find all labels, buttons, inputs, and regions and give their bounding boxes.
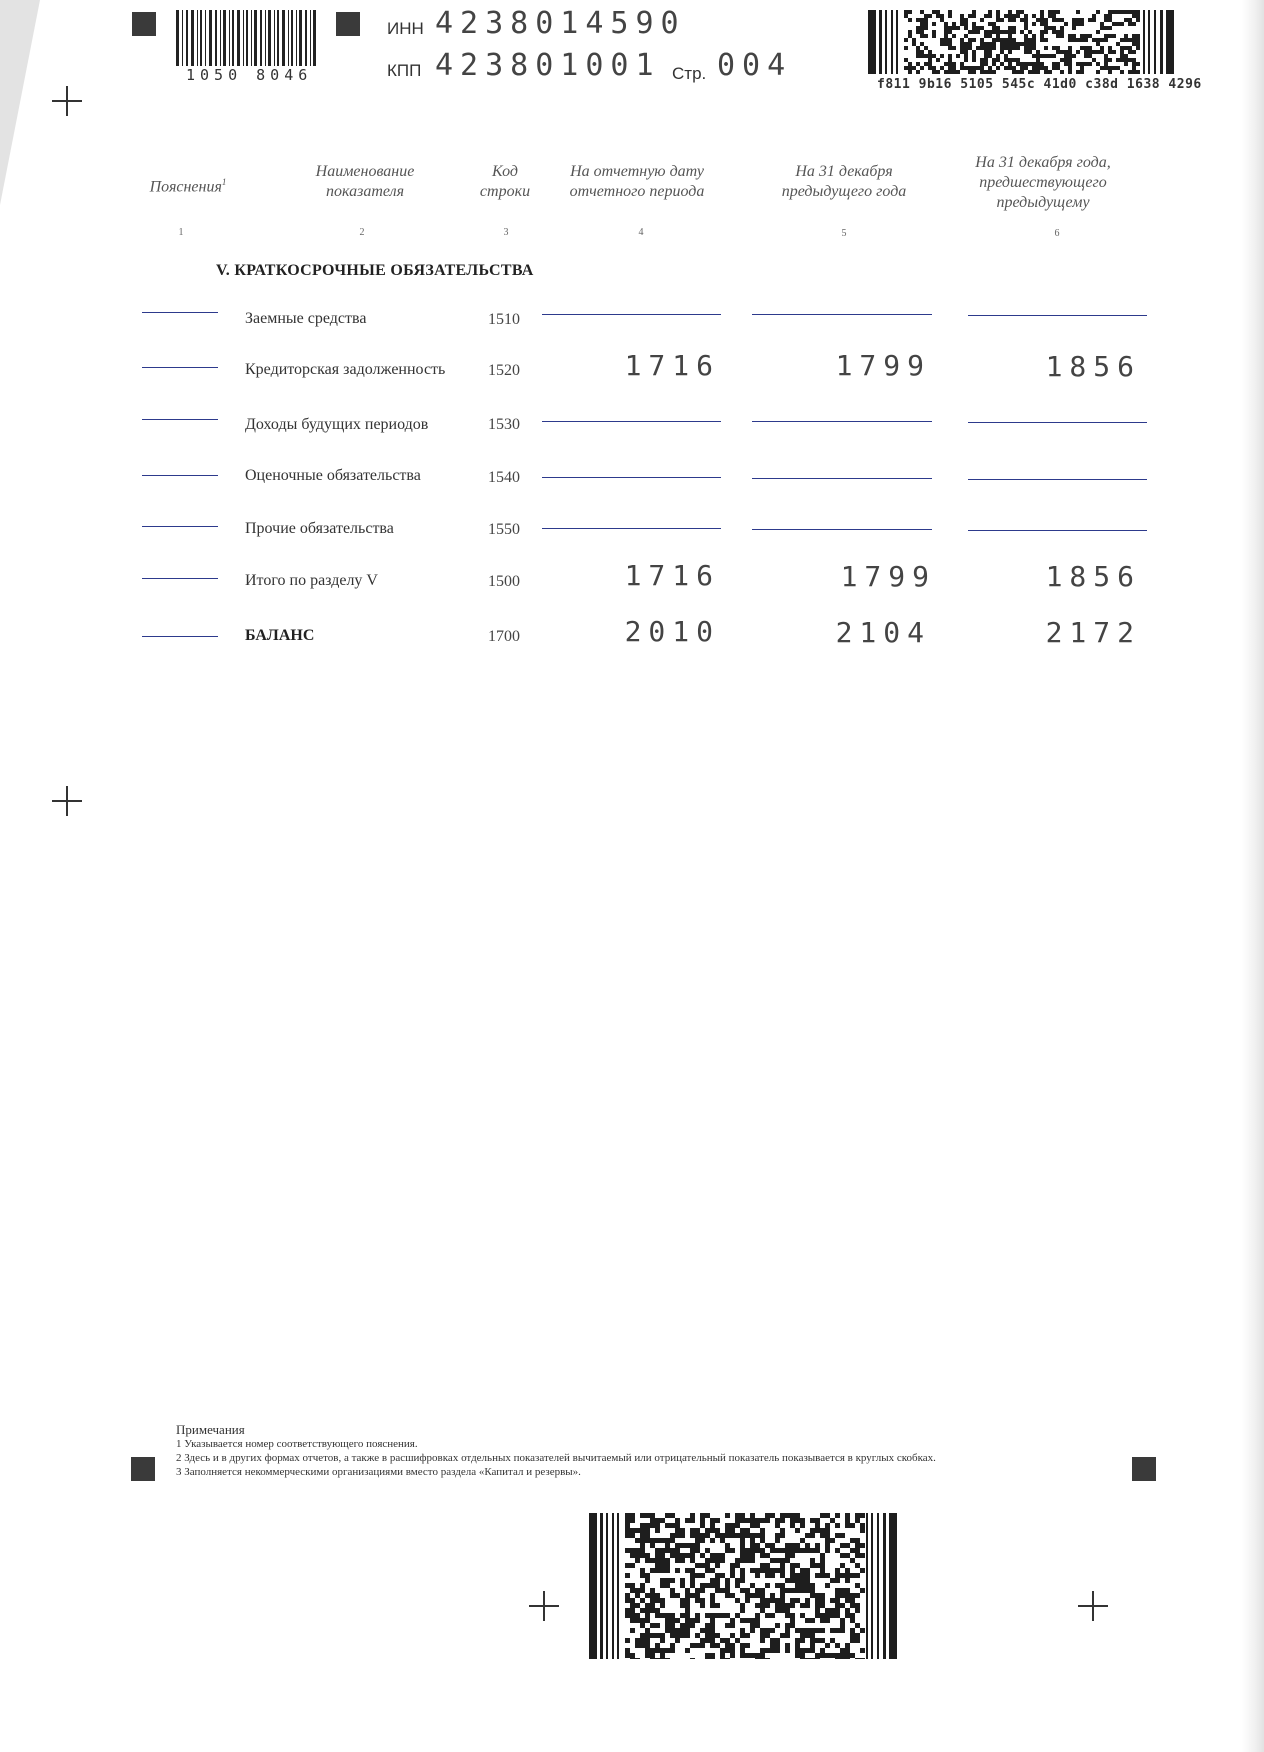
crosshair-bottom-middle <box>529 1591 559 1621</box>
row-notes-dash <box>142 526 218 527</box>
col-header-current-line1: На отчетную дату <box>570 163 704 180</box>
section-title: V. КРАТКОСРОЧНЫЕ ОБЯЗАТЕЛЬСТВА <box>216 262 534 279</box>
col-number-4: 4 <box>638 227 644 238</box>
barcode-caption: f811 9b16 5105 545c 41d0 c38d 1638 4296 <box>877 77 1202 92</box>
row-dash-prev <box>752 478 932 479</box>
row-dash-current <box>542 314 721 315</box>
page-value: 004 <box>717 48 793 83</box>
col-header-name-line1: Наименование <box>315 163 415 180</box>
row-value-current: 1716 <box>624 349 720 382</box>
col-header-name <box>290 162 440 202</box>
kpp-value: 423801001 <box>435 48 661 83</box>
col-number-5: 5 <box>841 228 847 239</box>
row-notes-dash <box>142 578 218 579</box>
row-dash-prevprev <box>968 479 1147 480</box>
col-header-current <box>548 162 726 202</box>
row-value-prevprev: 2172 <box>1045 616 1141 649</box>
row-dash-prevprev <box>968 315 1147 316</box>
row-dash-current <box>542 421 721 422</box>
col-header-notes-sup: 1 <box>221 177 227 187</box>
footnote-3: 3 Заполняется некоммерческими организациями вместо раздела «Капитал и резервы». <box>176 1466 581 1478</box>
crosshair-middle-left <box>52 786 82 816</box>
col-header-code <box>468 162 542 202</box>
crosshair-top-left <box>52 86 82 116</box>
col-number-2: 2 <box>359 227 365 238</box>
pdf417-barcode-bottom <box>589 1513 897 1659</box>
page-edge-shadow <box>1242 0 1264 1752</box>
inn-label: ИНН <box>387 19 424 38</box>
linear-barcode <box>176 10 318 66</box>
col-header-prev-prev-line3: предыдущему <box>996 194 1090 211</box>
col-header-prev-year-line1: На 31 декабря <box>795 163 893 180</box>
footnote-2: 2 Здесь и в других формах отчетов, а также в расшифровках отдельных показателей вычитаемый или отрицательный показатель показывается в круглых скобках. <box>176 1452 936 1464</box>
row-notes-dash <box>142 475 218 476</box>
row-dash-prevprev <box>968 422 1147 423</box>
row-code: 1500 <box>488 573 520 590</box>
kpp-label: КПП <box>387 61 422 80</box>
row-dash-prev <box>752 421 932 422</box>
row-notes-dash <box>142 367 218 368</box>
col-header-prev-prev-line2: предшествующего <box>979 174 1107 191</box>
barcode-number: 1050 8046 <box>186 66 313 84</box>
row-value-current: 1716 <box>624 559 720 592</box>
col-header-prev-year <box>754 162 934 202</box>
row-name: Итого по разделу V <box>245 572 378 589</box>
row-code: 1550 <box>488 521 520 538</box>
row-code: 1700 <box>488 628 520 645</box>
registration-mark-top-left <box>132 12 156 36</box>
row-value-prev: 1799 <box>835 349 931 382</box>
col-header-notes-text: Пояснения <box>149 178 222 196</box>
pdf417-barcode-top <box>868 10 1174 74</box>
col-header-prev-prev-year <box>945 153 1141 213</box>
row-name: Доходы будущих периодов <box>245 416 429 433</box>
row-code: 1510 <box>488 311 520 328</box>
row-value-prevprev: 1856 <box>1045 560 1141 593</box>
row-notes-dash <box>142 419 218 420</box>
registration-mark-bottom-left <box>131 1457 155 1481</box>
row-notes-dash <box>142 636 218 637</box>
col-header-prev-prev-line1: На 31 декабря года, <box>975 154 1111 171</box>
footnotes-title: Примечания <box>176 1422 245 1437</box>
registration-mark-bottom-right <box>1132 1457 1156 1481</box>
row-name: Оценочные обязательства <box>245 467 421 484</box>
page-label: Стр. <box>672 64 707 83</box>
folded-corner <box>0 0 40 205</box>
col-header-prev-year-line2: предыдущего года <box>781 183 907 200</box>
row-dash-prevprev <box>968 530 1147 531</box>
row-code: 1540 <box>488 469 520 486</box>
row-code: 1520 <box>488 362 520 379</box>
col-header-notes <box>128 172 248 197</box>
row-value-current: 2010 <box>624 615 720 648</box>
row-dash-prev <box>752 314 932 315</box>
crosshair-bottom-right <box>1078 1591 1108 1621</box>
footnote-1: 1 Указывается номер соответствующего пояснения. <box>176 1438 418 1450</box>
col-header-current-line2: отчетного периода <box>569 183 705 200</box>
row-code: 1530 <box>488 416 520 433</box>
row-value-prev: 2104 <box>835 616 931 649</box>
col-header-code-line2: строки <box>479 183 531 200</box>
row-value-prev: 1799 <box>840 560 936 593</box>
col-number-1: 1 <box>178 227 184 238</box>
inn-value: 4238014590 <box>435 6 686 41</box>
col-header-name-line2: показателя <box>326 183 404 200</box>
col-number-6: 6 <box>1054 228 1060 239</box>
row-name: Заемные средства <box>245 310 367 327</box>
col-header-code-line1: Код <box>492 163 518 180</box>
col-number-3: 3 <box>503 227 509 238</box>
registration-mark-top-middle <box>336 12 360 36</box>
row-notes-dash <box>142 312 218 313</box>
row-dash-prev <box>752 529 932 530</box>
row-name: БАЛАНС <box>245 627 315 644</box>
row-dash-current <box>542 477 721 478</box>
row-dash-current <box>542 528 721 529</box>
footnotes <box>176 1423 1076 1479</box>
row-name: Прочие обязательства <box>245 520 394 537</box>
row-value-prevprev: 1856 <box>1045 350 1141 383</box>
row-name: Кредиторская задолженность <box>245 361 446 378</box>
